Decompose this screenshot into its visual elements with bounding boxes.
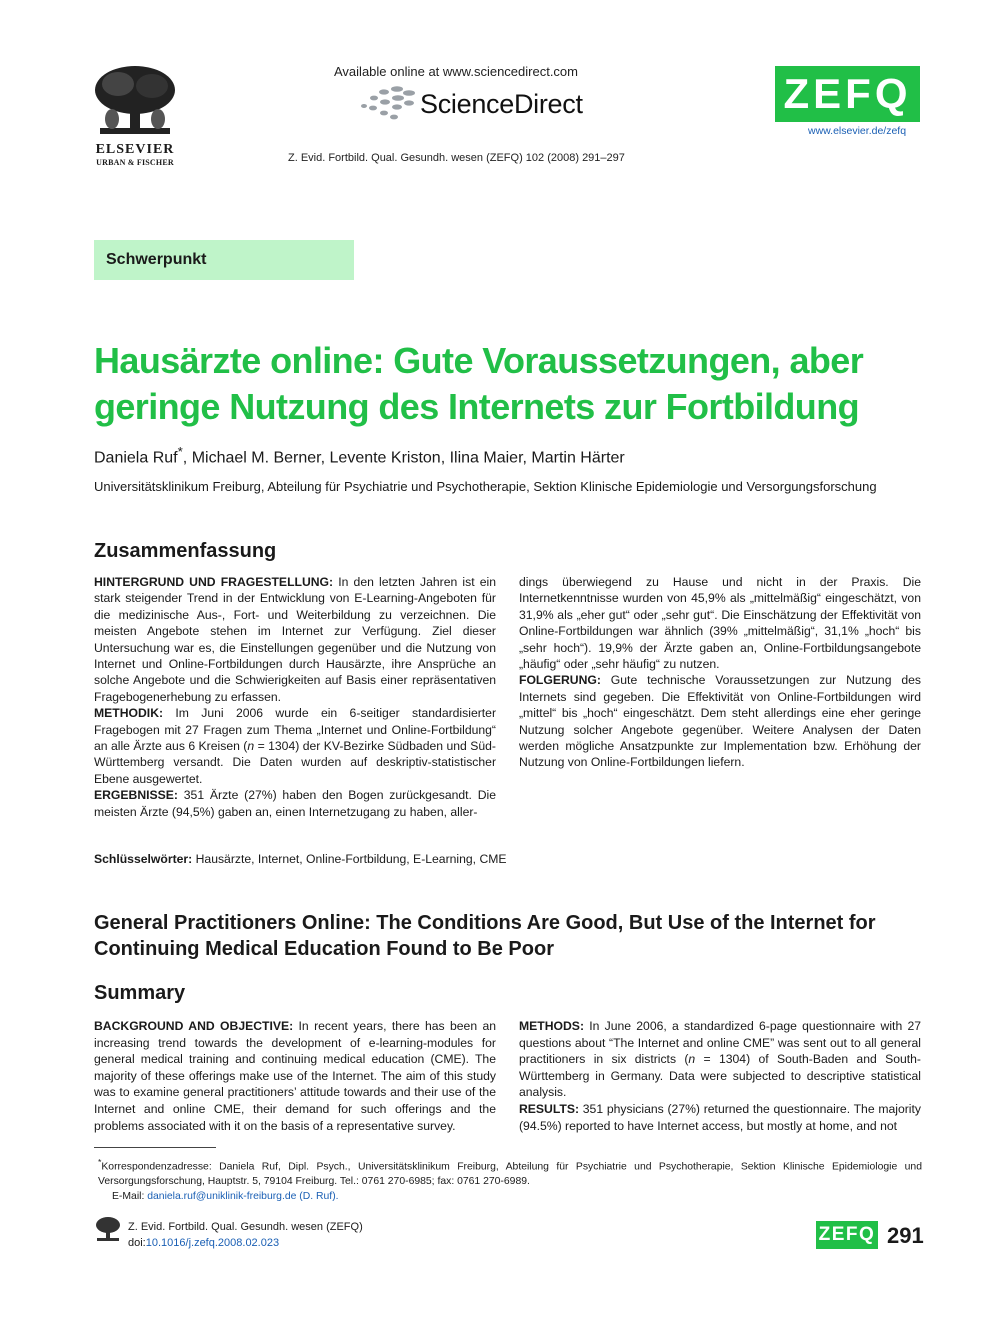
folgerung-label: FOLGERUNG: xyxy=(519,673,601,688)
abstract-en-column-left xyxy=(94,1018,496,1134)
keywords xyxy=(94,852,507,866)
zusammenfassung-heading: Zusammenfassung xyxy=(94,540,277,562)
keywords-text: Hausärzte, Internet, Online-Fortbildung, E-Learning, CME xyxy=(195,852,507,866)
methodik-label: METHODIK: xyxy=(94,706,164,721)
footer-journal-logo: ZEFQ xyxy=(816,1221,878,1249)
abstract-hintergrund xyxy=(94,574,496,705)
author-first: Daniela Ruf xyxy=(94,449,178,467)
journal-logo: ZEFQ xyxy=(775,66,920,122)
journal-citation: Z. Evid. Fortbild. Qual. Gesundh. wesen (ZEFQ) 102 (2008) 291–297 xyxy=(288,152,625,164)
publisher-name: ELSEVIER xyxy=(95,142,175,157)
article-title: Hausärzte online: Gute Voraussetzungen, aber geringe Nutzung des Internets zur Fortbildung xyxy=(94,340,864,427)
abstract-folgerung xyxy=(519,672,921,770)
footer-elsevier-logo xyxy=(94,1215,122,1248)
methodik-text-a: Im Juni 2006 wurde ein 6-seitiger standardisierter Fragebogen mit 27 Fragen zum Thema „Internet und Online-Fortbildung“ an alle Ärzte aus 6 Kreisen ( xyxy=(94,706,497,754)
methods-n: n xyxy=(688,1052,696,1067)
abstract-en-column-right xyxy=(519,1018,921,1134)
background-label: BACKGROUND AND OBJECTIVE: xyxy=(94,1019,294,1033)
page-number: 291 xyxy=(887,1223,924,1248)
abstract-results xyxy=(519,1101,921,1134)
tree-icon xyxy=(92,64,178,140)
footer-tree-icon xyxy=(94,1215,122,1243)
doi-link[interactable]: 10.1016/j.zefq.2008.02.023 xyxy=(145,1237,280,1249)
keywords-label: Schlüsselwörter: xyxy=(94,852,193,866)
ergebnisse-label: ERGEBNISSE: xyxy=(94,788,178,803)
corresponding-mark[interactable]: * xyxy=(177,444,183,459)
doi-label: doi: xyxy=(128,1237,146,1249)
footnote-mark: * xyxy=(98,1157,102,1167)
abstract-methods xyxy=(519,1018,921,1101)
abstract-methodik xyxy=(94,705,496,787)
english-title: General Practitioners Online: The Conditions Are Good, But Use of the Internet for Continuing Medical Education Found to Be Poor xyxy=(94,912,876,960)
authors xyxy=(94,444,625,467)
available-online: Available online at www.sciencedirect.com xyxy=(334,64,578,79)
ergebnisse-continued: dings überwiegend zu Hause und nicht in der Praxis. Die Internetkenntnisse wurden von 45,9% als „mittelmäßig“ eingeschätzt, von 31,9% als „eher gut“ oder „sehr gut“. Die Einschätzung der Effektivität von Online-Fortbildungen war ähnlich (39% „mittelmäßig“, 31,1% „hoch“ bis „sehr hoch“). 19,9% der Ärzte gaben an, Online-Fortbildungsangebote „häufig“ oder „sehr häufig“ zu nutzen. xyxy=(519,575,921,672)
methods-text-a: In June 2006, a standardized 6-page questionnaire with 27 questions about “The Internet and online CME” was sent out to all general practitioners in six districts ( xyxy=(519,1019,922,1067)
abstract-background xyxy=(94,1018,496,1134)
section-badge xyxy=(94,240,354,280)
results-label: RESULTS: xyxy=(519,1101,580,1116)
methodik-n: n xyxy=(247,739,255,754)
section-label: Schwerpunkt xyxy=(106,251,207,268)
footnote-address xyxy=(98,1155,922,1189)
sciencedirect-label: ScienceDirect xyxy=(420,88,583,119)
abstract-ergebnisse xyxy=(94,787,496,820)
methods-label: METHODS: xyxy=(519,1019,584,1033)
footer-journal: Z. Evid. Fortbild. Qual. Gesundh. wesen (ZEFQ) xyxy=(128,1221,363,1233)
email-link[interactable]: daniela.ruf@uniklinik-freiburg.de (D. Ruf). xyxy=(147,1191,339,1203)
footer-citation xyxy=(128,1219,363,1251)
abstract-de-column-left xyxy=(94,574,496,820)
affiliation: Universitätsklinikum Freiburg, Abteilung für Psychiatrie und Psychotherapie, Sektion Klinische Epidemiologie und Versorgungsforschung xyxy=(94,479,877,494)
hintergrund-label: HINTERGRUND UND FRAGESTELLUNG: xyxy=(94,575,334,589)
footnote-email xyxy=(98,1189,922,1204)
footnote xyxy=(98,1155,922,1204)
results-text: 351 physicians (27%) returned the questionnaire. The majority (94.5%) reported to have Internet access, but mostly at home, and not xyxy=(519,1101,921,1133)
sciencedirect-logo xyxy=(360,84,583,124)
footnote-divider xyxy=(94,1147,216,1148)
methodik-text-b: = 1304) der KV-Bezirke Südbaden und Süd-Württemberg versandt. Die Daten wurden auf deskriptiv-statistischer Ebene ausgewertet. xyxy=(94,739,496,786)
elsevier-logo xyxy=(92,64,178,167)
abstract-de-column-right xyxy=(519,574,921,771)
methods-text-b: = 1304) of South-Baden and South-Württemberg in Germany. Data were subjected to descriptive statistical analysis. xyxy=(519,1052,921,1100)
hintergrund-text: In den letzten Jahren ist ein stark steigender Trend in der Entwicklung von E-Learning-Angeboten für die medizinische Aus-, Fort- und Weiterbildung zu verzeichnen. Die meisten Angebote stehen im Internet zur Verfügung. Ziel dieser Untersuchung war es, die Einstellungen gegenüber und die Nutzung von Internet und Online-Fortbildungen durch Hausärzte, ihre Ansprüche an solche Angebote und die Schwierigkeiten auf Basis einer repräsentativen Fragebogenerhebung zu erfassen. xyxy=(94,575,497,704)
ergebnisse-text-part1: 351 Ärzte (27%) haben den Bogen zurückgesandt. Die meisten Ärzte (94,5%) gaben an, einen Internetzugang zu haben, aller- xyxy=(94,788,496,819)
sciencedirect-dots-icon xyxy=(360,84,416,124)
summary-heading: Summary xyxy=(94,982,186,1004)
email-label: E-Mail: xyxy=(112,1191,145,1203)
author-rest: , Michael M. Berner, Levente Kriston, Ilina Maier, Martin Härter xyxy=(182,449,625,467)
background-text: In recent years, there has been an increasing trend towards the development of e-learning-modules for general medical training and continuing medical education (CME). The majority of these offerings make use of the Internet. The aim of this study was to examine general practitioners’ attitude towards and their use of the Internet and online CME, their demand for such offerings and the problems associated with it on the basis of a representative survey. xyxy=(94,1019,497,1133)
journal-url[interactable]: www.elsevier.de/zefq xyxy=(808,125,907,137)
footer-doi xyxy=(128,1235,363,1251)
footnote-address-text: Korrespondenzadresse: Daniela Ruf, Dipl. Psych., Universitätsklinikum Freiburg, Abteilung für Psychiatrie und Psychotherapie, Sektion Klinische Epidemiologie und Versorgungsforschung, Hauptstr. 5, 79104 Freiburg. Tel.: 0761 270-6985; fax: 0761 270-6989. xyxy=(98,1161,922,1188)
folgerung-text: Gute technische Voraussetzungen zur Nutzung des Internets sind gegeben. Die Effektivität von Online-Fortbildungen wird „mittel“ bis „hoch“ eingeschätzt. Dem steht allerdings eine eher geringe Nutzung solcher Angebote gegenüber. Weitere Analysen der Daten werden mögliche Ansatzpunkte zur Implementation bzw. Erhöhung der Nutzung von Online-Fortbildungen liefern. xyxy=(519,673,921,770)
publisher-sub: URBAN & FISCHER xyxy=(96,158,174,167)
